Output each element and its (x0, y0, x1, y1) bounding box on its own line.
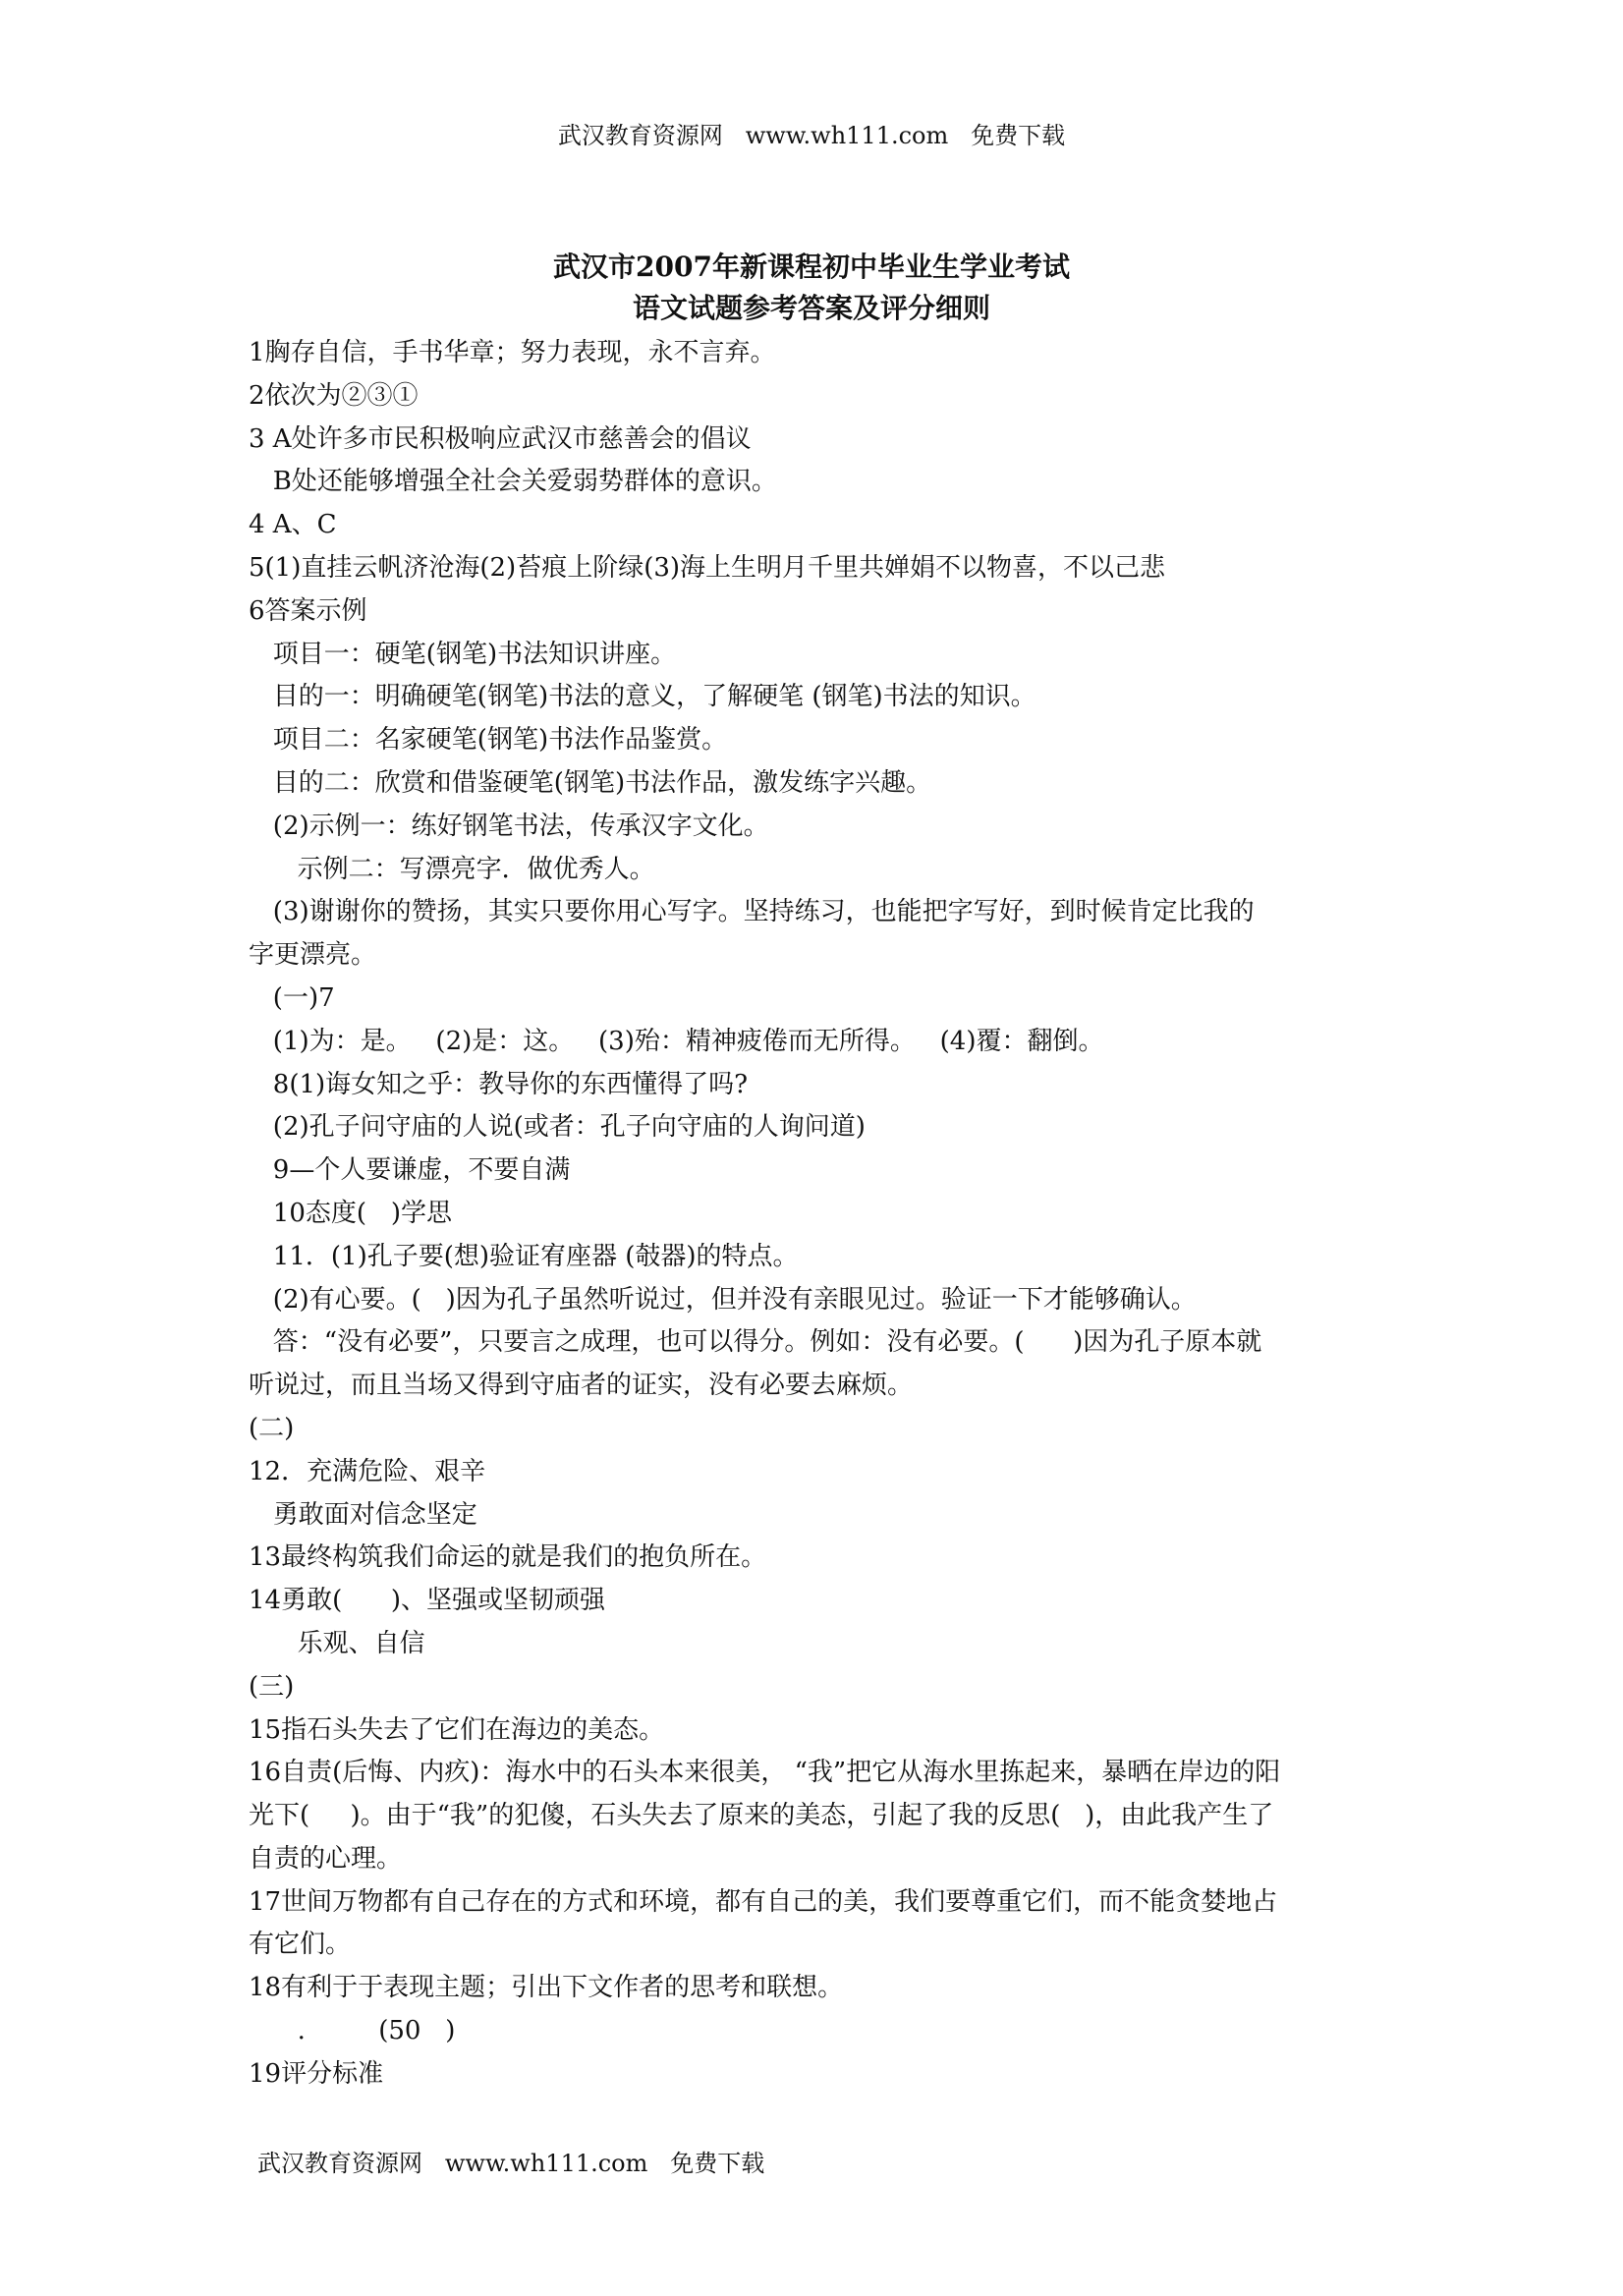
answer-line: (三) (249, 1671, 295, 1702)
answer-line: 8(1)诲女知之乎：教导你的东西懂得了吗? (249, 1069, 749, 1099)
answer-line: 19评分标准 (249, 2058, 384, 2089)
answer-line: (3)谢谢你的赞扬，其实只要你用心写字。坚持练习，也能把字写好，到时候肯定比我的 (249, 897, 1255, 927)
answer-line: 答：“没有必要”，只要言之成理，也可以得分。例如：没有必要。( )因为孔子原本就 (249, 1327, 1262, 1358)
answer-line: (2)有心要。( )因为孔子虽然听说过，但并没有亲眼见过。验证一下才能够确认。 (249, 1284, 1197, 1315)
answer-line: 16自责(后悔、内疚)：海水中的石头本来很美， “我”把它从海水里拣起来，暴晒在岸边的阳 (249, 1758, 1281, 1788)
answer-line: 9—个人要谦虚，不要自满 (249, 1155, 571, 1186)
answer-line: 目的一：明确硬笔(钢笔)书法的意义，了解硬笔 (钢笔)书法的知识。 (249, 682, 1036, 712)
answer-line: 6答案示例 (249, 595, 367, 626)
answer-line: 项目一：硬笔(钢笔)书法知识讲座。 (249, 639, 677, 669)
page-header: 武汉教育资源网 www.wh111.com 免费下载 (557, 122, 1066, 149)
answer-line: 2依次为②③① (249, 380, 419, 411)
answer-line: 有它们。 (249, 1930, 352, 1960)
answer-line: 1胸存自信，手书华章；努力表现，永不言弃。 (249, 338, 776, 367)
answer-line: 听说过，而且当场又得到守庙者的证实，没有必要去麻烦。 (249, 1371, 914, 1401)
answer-line: 14勇敢( )、坚强或坚韧顽强 (249, 1586, 605, 1616)
answer-line: B处还能够增强全社会关爱弱势群体的意识。 (249, 467, 777, 497)
answer-line: (2)示例一：练好钢笔书法，传承汉字文化。 (249, 811, 769, 841)
answer-line: 字更漂亮。 (249, 940, 377, 971)
answer-line: 17世间万物都有自己存在的方式和环境，都有自己的美，我们要尊重它们，而不能贪婪地占 (249, 1886, 1278, 1917)
answer-line: 自责的心理。 (249, 1843, 403, 1874)
answer-line: 4 A、C (249, 510, 337, 540)
page-footer: 武汉教育资源网 www.wh111.com 免费下载 (257, 2150, 765, 2177)
answer-line: (2)孔子问守庙的人说(或者：孔子向守庙的人询问道) (249, 1112, 866, 1143)
answer-line: 勇敢面对信念坚定 (249, 1499, 477, 1530)
answer-line: 11．(1)孔子要(想)验证宥座器 (攲器)的特点。 (249, 1241, 799, 1271)
answer-line: (一)7 (249, 982, 335, 1013)
answer-line: . (50 ) (249, 2016, 456, 2046)
answer-line: 12．充满危险、艰辛 (249, 1456, 486, 1486)
answer-line: 示例二：写漂亮字．做优秀人。 (249, 854, 655, 884)
answer-body (249, 332, 1393, 2097)
answer-line: (二) (249, 1413, 295, 1443)
answer-line: 18有利于于表现主题；引出下文作者的思考和联想。 (249, 1973, 844, 2003)
answer-line: (1)为：是。 (2)是：这。 (3)殆：精神疲倦而无所得。 (4)覆：翻倒。 (249, 1026, 1104, 1056)
answer-line: 15指石头失去了它们在海边的美态。 (249, 1714, 665, 1745)
answer-line: 乐观、自信 (249, 1628, 425, 1658)
answer-line: 目的二：欣赏和借鉴硬笔(钢笔)书法作品，激发练字兴趣。 (249, 767, 932, 798)
answer-line: 项目二：名家硬笔(钢笔)书法作品鉴赏。 (249, 725, 728, 756)
answer-line: 10态度( )学思 (249, 1198, 452, 1228)
answer-line: 13最终构筑我们命运的就是我们的抱负所在。 (249, 1542, 767, 1573)
answer-line: 3 A处许多市民积极响应武汉市慈善会的倡议 (249, 423, 752, 454)
answer-line: 光下( )。由于“我”的犯傻，石头失去了原来的美态，引起了我的反思( )，由此我产生了 (249, 1801, 1274, 1831)
answer-line: 5(1)直挂云帆济沧海(2)苔痕上阶绿(3)海上生明月千里共婵娟不以物喜，不以己悲 (249, 552, 1166, 583)
document-title: 武汉市2007年新课程初中毕业生学业考试 (553, 251, 1070, 283)
document-subtitle: 语文试题参考答案及评分细则 (632, 292, 990, 324)
